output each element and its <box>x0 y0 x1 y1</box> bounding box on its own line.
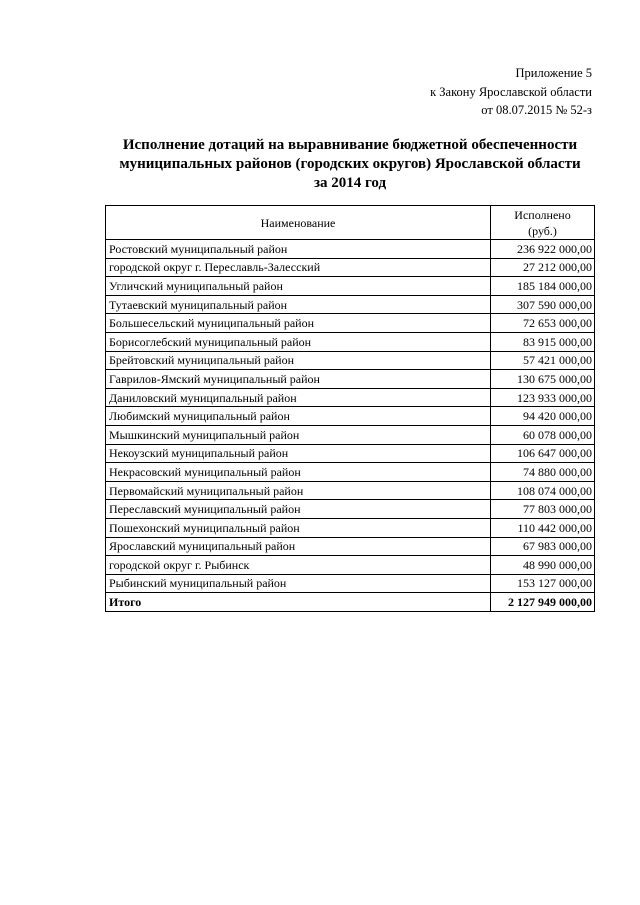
table-row <box>106 463 595 482</box>
table-row <box>106 481 595 500</box>
district-name-cell: Мышкинский муниципальный район <box>106 425 491 444</box>
appendix-header <box>430 64 592 120</box>
document-title-line-1: Исполнение дотаций на выравнивание бюджетной обеспеченности <box>122 137 578 153</box>
table-row <box>106 351 595 370</box>
table-row <box>106 518 595 537</box>
district-name-cell: Брейтовский муниципальный район <box>106 351 491 370</box>
column-header-amount-line-2: (руб.) <box>528 223 557 238</box>
subsidies-table <box>105 205 595 612</box>
amount-cell: 123 933 000,00 <box>491 388 595 407</box>
district-name-cell: городской округ г. Переславль-Залесский <box>106 258 491 277</box>
amount-cell: 77 803 000,00 <box>491 500 595 519</box>
table-row <box>106 444 595 463</box>
amount-cell: 307 590 000,00 <box>491 295 595 314</box>
column-header-name: Наименование <box>106 206 491 240</box>
table-row <box>106 556 595 575</box>
district-name-cell: городской округ г. Рыбинск <box>106 556 491 575</box>
column-header-amount <box>491 206 595 240</box>
district-name-cell: Тутаевский муниципальный район <box>106 295 491 314</box>
table-row <box>106 500 595 519</box>
amount-cell: 108 074 000,00 <box>491 481 595 500</box>
amount-cell: 83 915 000,00 <box>491 332 595 351</box>
table-row <box>106 407 595 426</box>
district-name-cell: Некрасовский муниципальный район <box>106 463 491 482</box>
district-name-cell: Рыбинский муниципальный район <box>106 574 491 593</box>
table-row <box>106 574 595 593</box>
table-row <box>106 537 595 556</box>
table-row <box>106 258 595 277</box>
district-name-cell: Гаврилов-Ямский муниципальный район <box>106 370 491 389</box>
amount-cell: 67 983 000,00 <box>491 537 595 556</box>
table-body <box>106 240 595 612</box>
district-name-cell: Угличский муниципальный район <box>106 277 491 296</box>
amount-cell: 153 127 000,00 <box>491 574 595 593</box>
district-name-cell: Некоузский муниципальный район <box>106 444 491 463</box>
table-header-row <box>106 206 595 240</box>
district-name-cell: Пошехонский муниципальный район <box>106 518 491 537</box>
district-name-cell: Борисоглебский муниципальный район <box>106 332 491 351</box>
appendix-law-reference: к Закону Ярославской области <box>430 84 592 99</box>
appendix-number: Приложение 5 <box>515 66 592 80</box>
table-row <box>106 240 595 259</box>
amount-cell: 94 420 000,00 <box>491 407 595 426</box>
amount-cell: 236 922 000,00 <box>491 240 595 259</box>
table-row <box>106 425 595 444</box>
column-header-amount-line-1: Исполнено <box>514 207 571 222</box>
district-name-cell: Переславский муниципальный район <box>106 500 491 519</box>
table-row <box>106 388 595 407</box>
total-label-cell: Итого <box>106 593 491 612</box>
appendix-law-date: от 08.07.2015 № 52-з <box>481 103 592 117</box>
table-row <box>106 314 595 333</box>
table-row <box>106 332 595 351</box>
district-name-cell: Первомайский муниципальный район <box>106 481 491 500</box>
amount-cell: 27 212 000,00 <box>491 258 595 277</box>
total-amount-cell: 2 127 949 000,00 <box>491 593 595 612</box>
amount-cell: 48 990 000,00 <box>491 556 595 575</box>
amount-cell: 57 421 000,00 <box>491 351 595 370</box>
amount-cell: 106 647 000,00 <box>491 444 595 463</box>
amount-cell: 60 078 000,00 <box>491 425 595 444</box>
total-row <box>106 593 595 612</box>
district-name-cell: Ростовский муниципальный район <box>106 240 491 259</box>
amount-cell: 185 184 000,00 <box>491 277 595 296</box>
amount-cell: 74 880 000,00 <box>491 463 595 482</box>
district-name-cell: Большесельский муниципальный район <box>106 314 491 333</box>
amount-cell: 72 653 000,00 <box>491 314 595 333</box>
amount-cell: 130 675 000,00 <box>491 370 595 389</box>
document-title <box>60 136 640 193</box>
district-name-cell: Ярославский муниципальный район <box>106 537 491 556</box>
district-name-cell: Любимский муниципальный район <box>106 407 491 426</box>
document-title-line-3: за 2014 год <box>313 175 387 191</box>
table-row <box>106 295 595 314</box>
document-title-line-2: муниципальных районов (городских округов) Ярославской области <box>119 156 581 172</box>
district-name-cell: Даниловский муниципальный район <box>106 388 491 407</box>
table-row <box>106 277 595 296</box>
table-row <box>106 370 595 389</box>
amount-cell: 110 442 000,00 <box>491 518 595 537</box>
